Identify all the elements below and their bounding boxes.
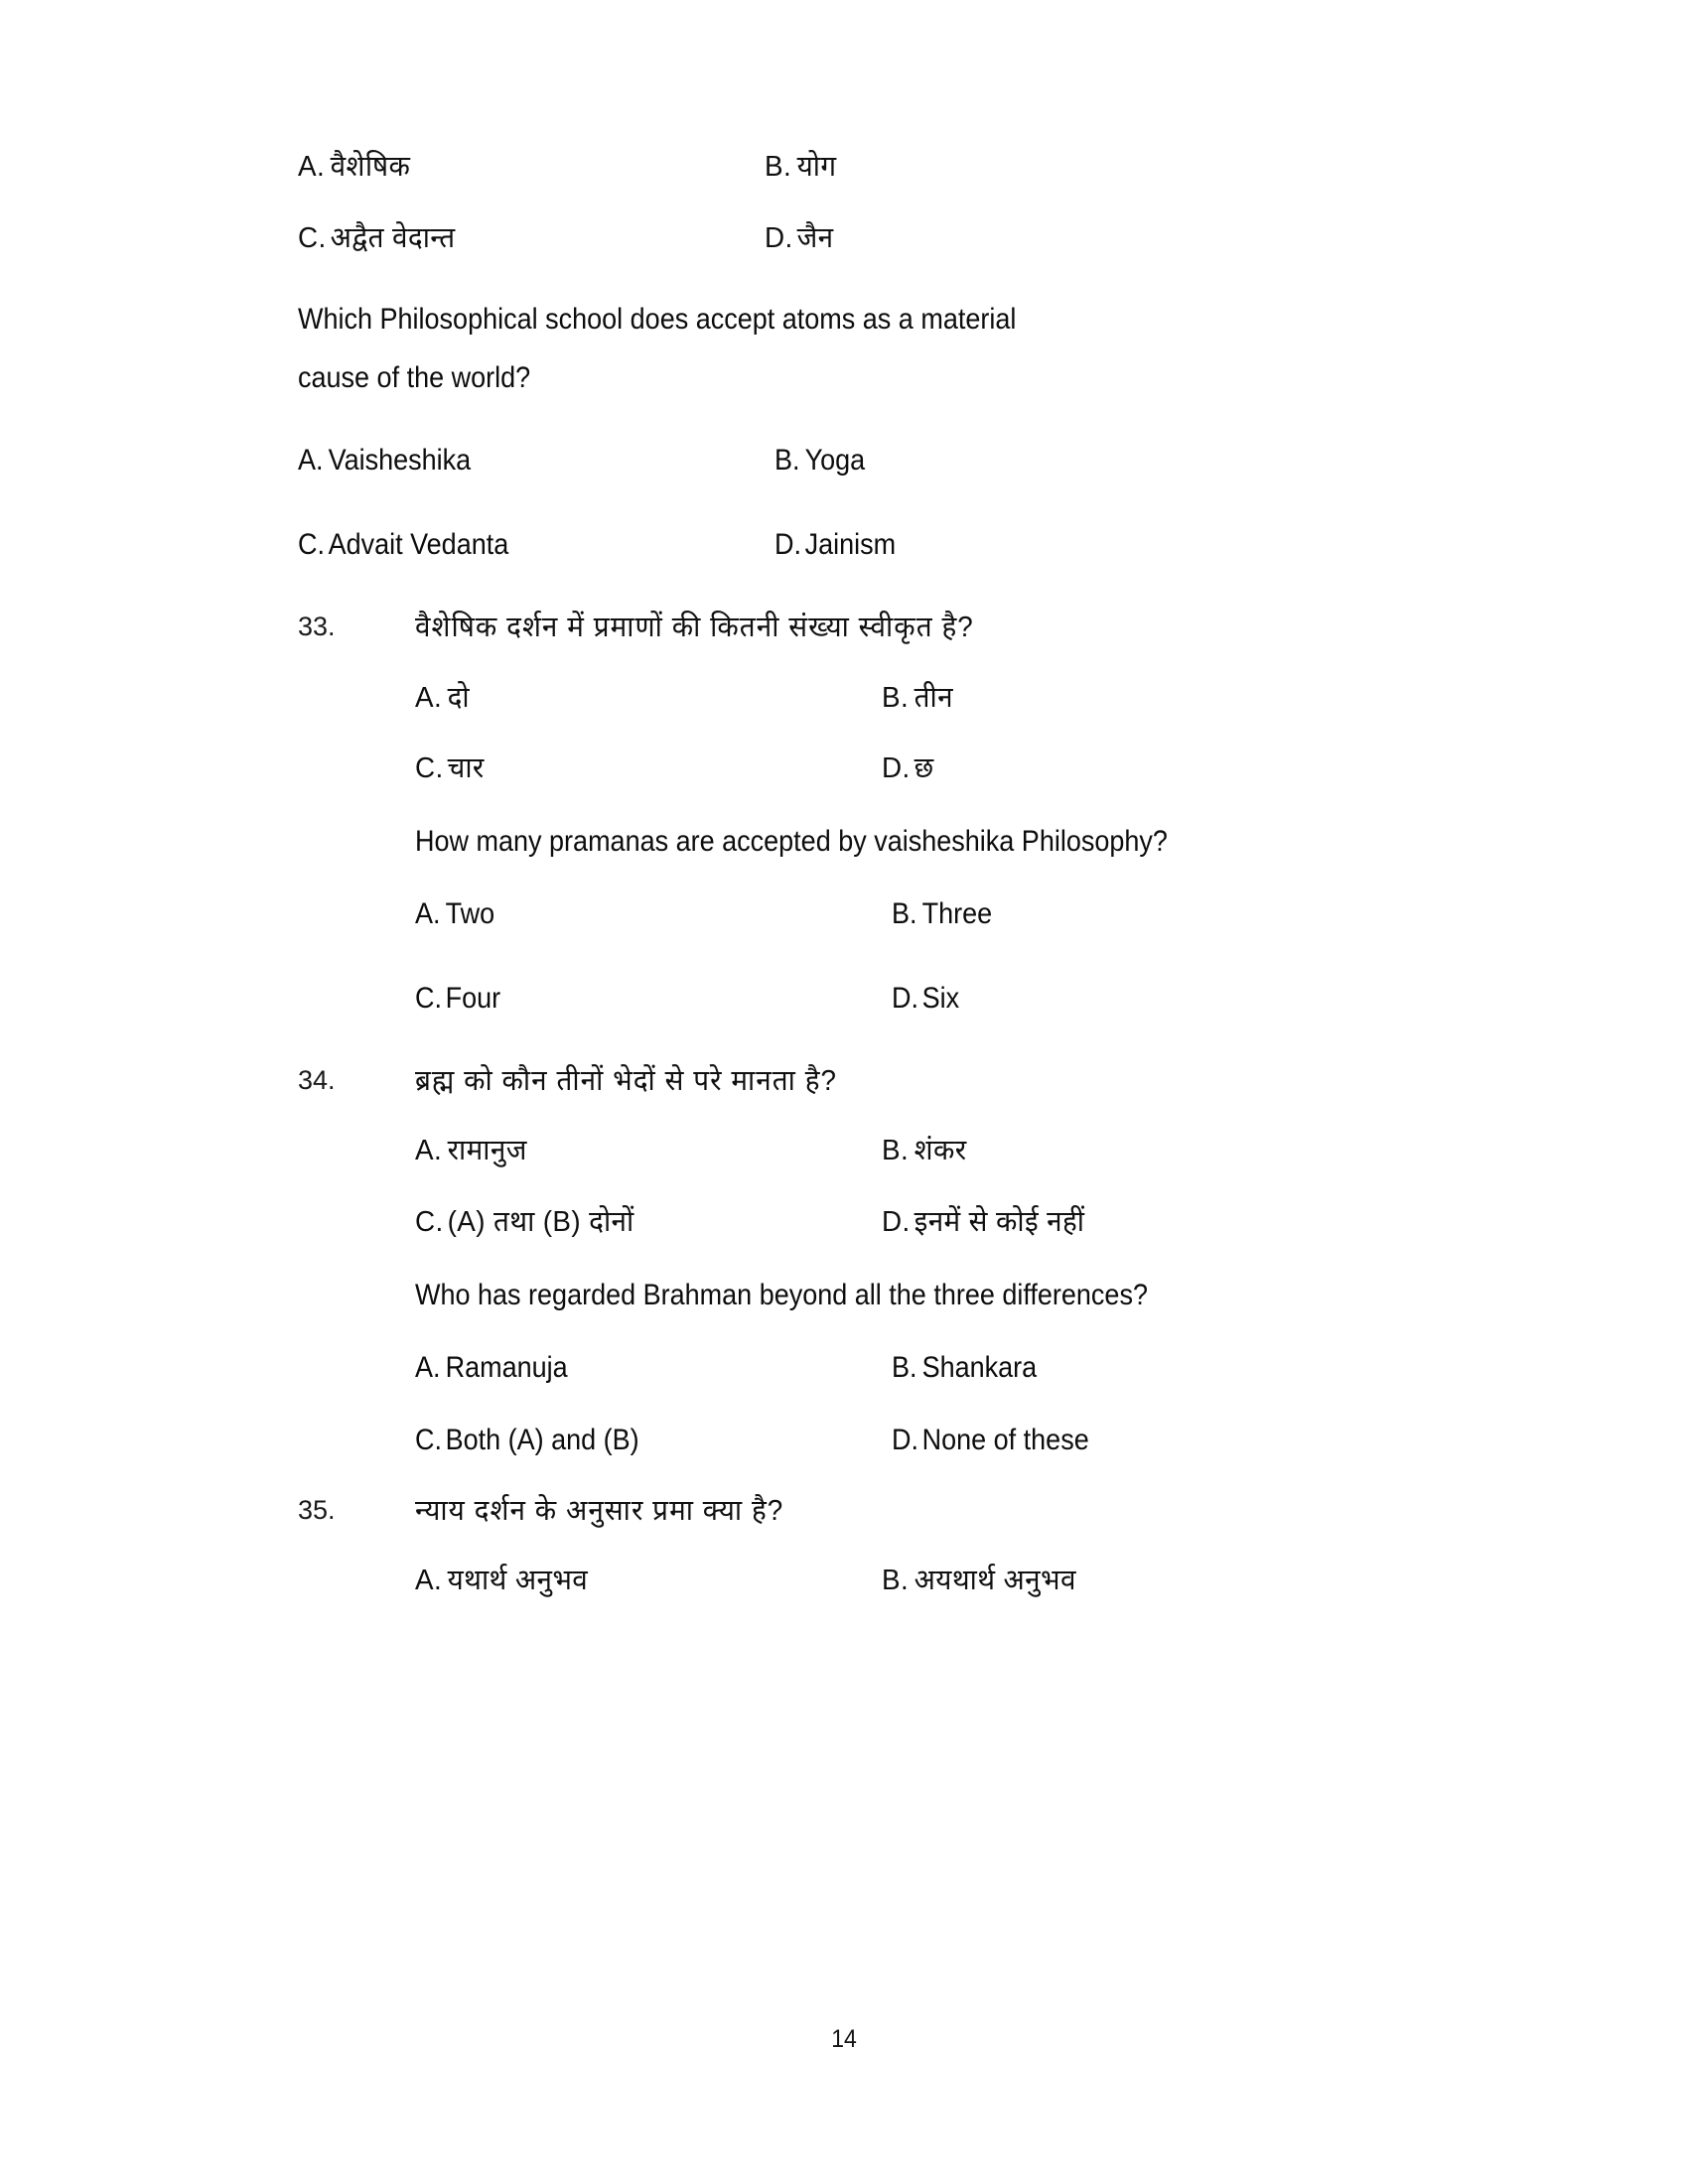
option-label: C. [415, 1205, 444, 1238]
option-d[interactable] [774, 525, 1400, 564]
option-a[interactable] [298, 149, 746, 187]
english-options-row-cd [415, 979, 1470, 1018]
option-label: A. [415, 1350, 441, 1384]
option-d[interactable] [882, 1204, 1446, 1242]
option-text: Yoga [804, 444, 866, 478]
option-label: A. [415, 1135, 443, 1167]
option-d[interactable] [892, 1421, 1412, 1459]
option-label: C. [298, 221, 327, 254]
option-label: D. [765, 221, 793, 254]
option-text: Six [921, 982, 960, 1015]
spacer [298, 407, 1470, 441]
hindi-question-text: न्याय दर्शन के अनुसार प्रमा क्या है? [415, 1494, 784, 1527]
option-c[interactable] [415, 1421, 844, 1459]
question-33 [298, 610, 1470, 1018]
option-label: A. [415, 897, 441, 930]
hindi-options-row-ab [415, 1133, 1470, 1170]
option-text: (A) तथा (B) दोनों [447, 1205, 634, 1238]
option-b[interactable] [892, 1348, 1412, 1387]
option-label: D. [892, 982, 918, 1015]
option-label: D. [882, 752, 911, 785]
spacer [298, 564, 1470, 610]
question-34 [298, 1063, 1470, 1459]
option-label: B. [882, 681, 910, 714]
option-label: A. [415, 681, 443, 714]
option-label: D. [774, 528, 801, 562]
option-label: A. [298, 444, 324, 478]
option-label: B. [774, 444, 800, 478]
option-b[interactable] [774, 441, 1400, 479]
option-label: B. [892, 897, 917, 930]
option-label: D. [892, 1423, 918, 1456]
spacer [298, 479, 1470, 525]
option-text: Jainism [804, 528, 897, 562]
option-text: वैशेषिक [330, 151, 411, 183]
option-text: योग [796, 151, 837, 183]
option-label: C. [415, 982, 442, 1015]
option-a[interactable] [415, 680, 863, 718]
option-text: अद्वैत वेदान्त [330, 221, 456, 254]
option-text: तीन [914, 681, 953, 714]
option-text: इनमें से कोई नहीं [914, 1205, 1085, 1238]
option-a[interactable] [415, 1348, 844, 1387]
option-a[interactable] [415, 1133, 863, 1170]
question-35 [298, 1493, 1470, 1600]
spacer [415, 1242, 1470, 1276]
option-text: यथार्थ अनुभव [447, 1564, 589, 1596]
option-label: B. [882, 1564, 910, 1596]
option-b[interactable] [882, 1563, 1446, 1600]
option-c[interactable] [298, 220, 746, 258]
question-number: 34. [298, 1065, 336, 1095]
option-label: A. [298, 151, 326, 183]
option-text: रामानुज [447, 1135, 527, 1167]
hindi-options-row-ab [415, 680, 1470, 718]
option-a[interactable] [415, 1563, 863, 1600]
option-label: B. [765, 151, 792, 183]
option-label: B. [882, 1135, 910, 1167]
english-options-row-cd [298, 525, 1470, 564]
spacer [298, 187, 1470, 220]
hindi-question-text: वैशेषिक दर्शन में प्रमाणों की कितनी संख्या स्वीकृत है? [415, 612, 974, 644]
spacer [415, 1314, 1470, 1348]
spacer [298, 1099, 1470, 1133]
option-label: C. [415, 1423, 442, 1456]
option-d[interactable] [892, 979, 1412, 1018]
hindi-options-row-ab [298, 149, 1470, 187]
hindi-options-row-cd [415, 1204, 1470, 1242]
question-number: 35. [298, 1494, 336, 1525]
option-text: Vaisheshika [328, 444, 472, 478]
spacer [415, 788, 1470, 822]
option-label: A. [415, 1564, 443, 1596]
option-a[interactable] [298, 441, 727, 479]
option-text: चार [447, 752, 485, 785]
option-c[interactable] [415, 979, 844, 1018]
option-c[interactable] [415, 751, 863, 788]
spacer [298, 257, 1470, 291]
question-number: 33. [298, 612, 336, 642]
option-b[interactable] [892, 894, 1412, 933]
spacer [415, 933, 1470, 979]
option-b[interactable] [765, 149, 1442, 187]
page-number: 14 [831, 2025, 857, 2053]
spacer [415, 861, 1470, 894]
option-text: Three [921, 897, 993, 930]
question-33-heading [298, 610, 1470, 645]
spacer [298, 646, 1470, 680]
option-text: Advait Vedanta [328, 528, 509, 562]
hindi-question-text: ब्रह्म को कौन तीनों भेदों से परे मानता है? [415, 1065, 838, 1097]
option-c[interactable] [415, 1204, 863, 1242]
option-text: दो [447, 681, 471, 714]
spacer [298, 1459, 1470, 1493]
english-question-text: Who has regarded Brahman beyond all the three differences? [415, 1278, 1148, 1311]
option-a[interactable] [415, 894, 844, 933]
spacer [298, 1529, 1470, 1563]
option-text: Both (A) and (B) [445, 1423, 639, 1456]
english-options-row-cd [415, 1421, 1470, 1459]
option-b[interactable] [882, 680, 1446, 718]
option-text: जैन [796, 221, 834, 254]
option-text: अयथार्थ अनुभव [914, 1564, 1076, 1596]
question-35-heading [298, 1493, 1470, 1529]
hindi-options-row-ab [415, 1563, 1470, 1600]
english-question-line-1: Which Philosophical school does accept atoms as a material [298, 303, 1017, 337]
spacer [415, 1387, 1470, 1421]
option-label: D. [882, 1205, 911, 1238]
option-label: B. [892, 1350, 917, 1384]
english-question-line-2: cause of the world? [298, 360, 531, 394]
option-text: None of these [921, 1423, 1089, 1456]
spacer [298, 1018, 1470, 1063]
option-label: C. [415, 752, 444, 785]
option-c[interactable] [298, 525, 727, 564]
option-label: C. [298, 528, 325, 562]
spacer [415, 717, 1470, 751]
option-d[interactable] [765, 220, 1442, 258]
option-d[interactable] [882, 751, 1446, 788]
option-b[interactable] [882, 1133, 1446, 1170]
option-text: शंकर [914, 1135, 967, 1167]
english-options-row-ab [298, 441, 1470, 479]
question-continuation-block [298, 149, 1470, 564]
option-text: छ [914, 752, 934, 785]
option-text: Ramanuja [445, 1350, 568, 1384]
question-34-heading [298, 1063, 1470, 1099]
option-text: Four [445, 982, 501, 1015]
english-options-row-ab [415, 894, 1470, 933]
hindi-options-row-cd [415, 751, 1470, 788]
hindi-options-row-cd [298, 220, 1470, 258]
english-question-text: How many pramanas are accepted by vaisheshika Philosophy? [415, 825, 1168, 858]
english-options-row-ab [415, 1348, 1470, 1387]
spacer [415, 1170, 1470, 1204]
option-text: Shankara [921, 1350, 1038, 1384]
page-content [298, 149, 1470, 1600]
english-question-text [298, 291, 1469, 407]
option-text: Two [445, 897, 495, 930]
